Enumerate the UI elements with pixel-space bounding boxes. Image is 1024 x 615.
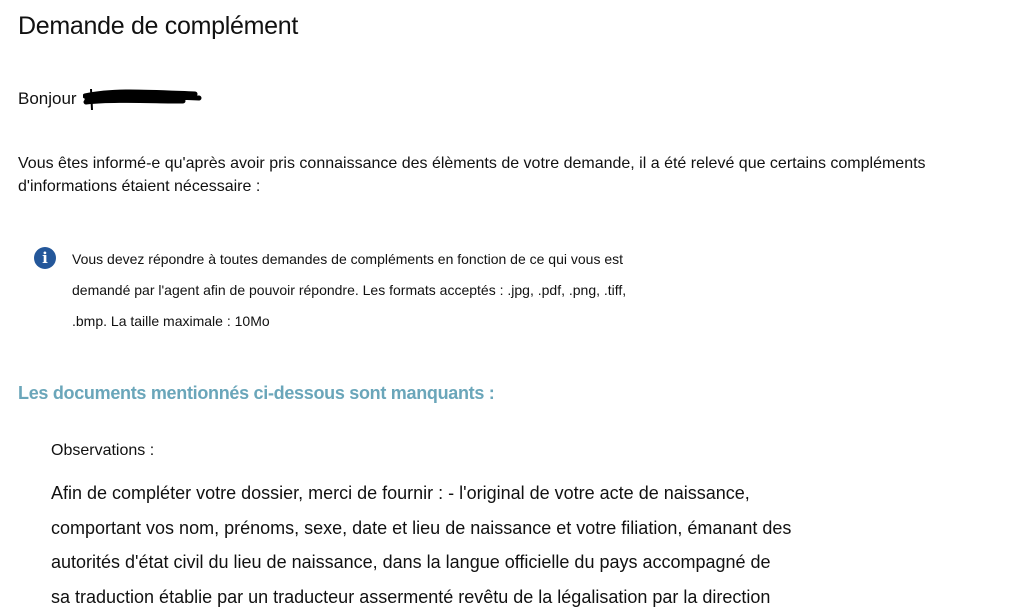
observation-line: comportant vos nom, prénoms, sexe, date et lieu de naissance et votre filiation, émanant des <box>51 517 792 538</box>
info-line: demandé par l'agent afin de pouvoir répondre. Les formats acceptés : .jpg, .pdf, .png, .tiff, <box>72 282 627 298</box>
info-line: Vous devez répondre à toutes demandes de compléments en fonction de ce qui vous est <box>72 251 624 267</box>
info-notice <box>34 244 692 337</box>
missing-documents-heading: Les documents mentionnés ci-dessous sont manquants : <box>18 383 495 403</box>
observation-line: sa traduction établie par un traducteur assermenté revêtu de la légalisation par la direction <box>51 586 771 607</box>
info-circle-icon: i <box>34 247 56 269</box>
observation-line: autorités d'état civil du lieu de naissance, dans la langue officielle du pays accompagné de <box>51 552 771 572</box>
intro-text: Vous êtes informé-e qu'après avoir pris connaissance des élèments de votre demande, il a été relevé que certains compléments d'informations étaient nécessaire : <box>18 155 926 195</box>
greeting <box>18 86 203 112</box>
redacted-name <box>83 86 203 112</box>
observations-label: Observations : <box>51 442 155 459</box>
page-title: Demande de complément <box>18 12 298 40</box>
greeting-text: Bonjour <box>18 89 77 108</box>
observation-line: Afin de compléter votre dossier, merci de fournir : - l'original de votre acte de naissance, <box>51 483 750 503</box>
info-line: .bmp. La taille maximale : 10Mo <box>72 313 270 329</box>
observations-text <box>51 476 791 614</box>
